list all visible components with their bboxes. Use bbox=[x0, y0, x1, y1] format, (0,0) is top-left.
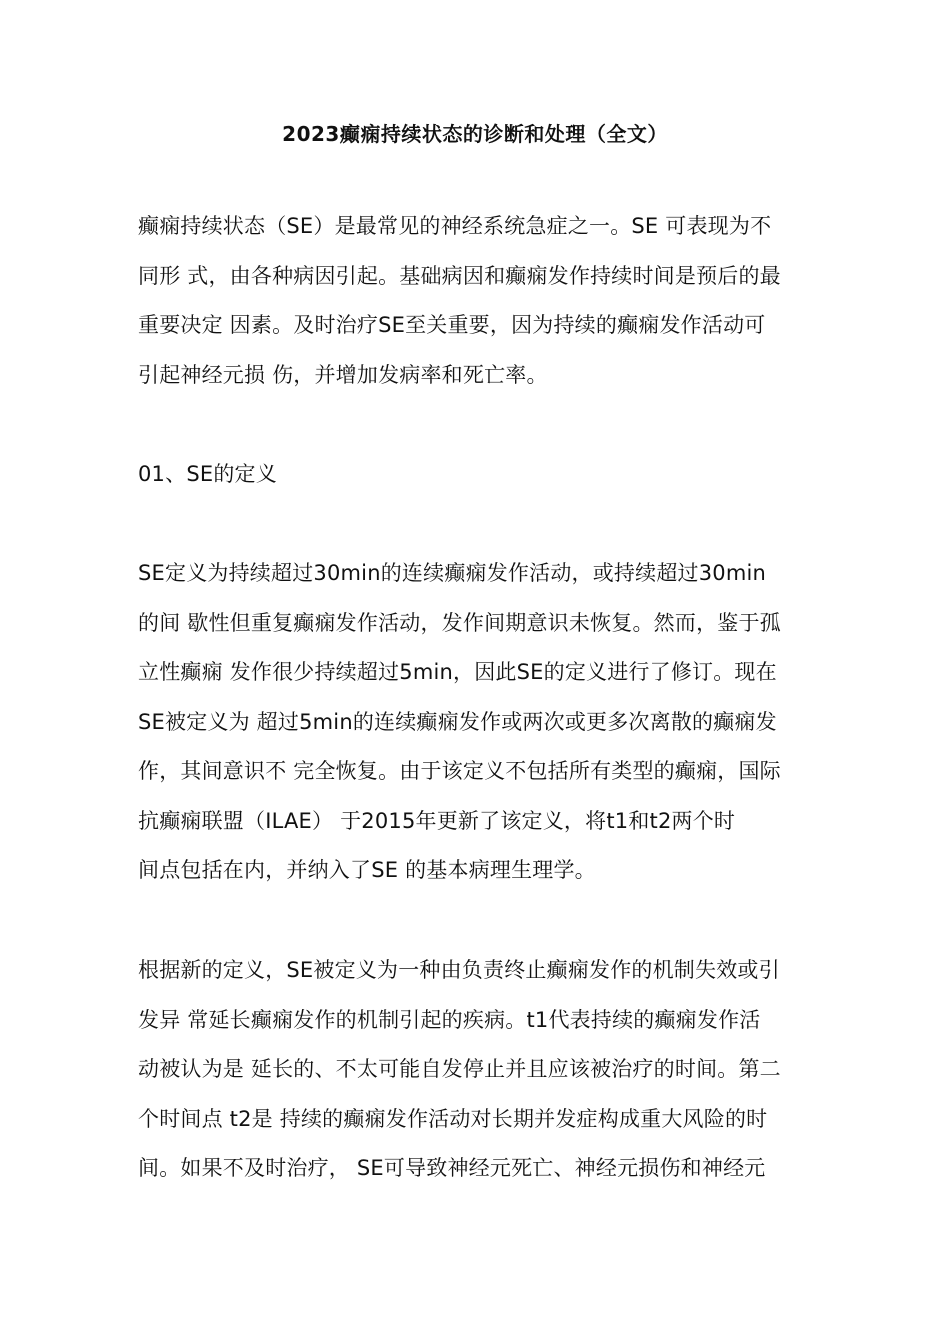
paragraph-line: SE被定义为 超过5min的连续癫痫发作或两次或更多次离散的癫痫发 bbox=[138, 709, 777, 734]
paragraph-line: 间点包括在内，并纳入了SE 的基本病理生理学。 bbox=[138, 858, 596, 882]
paragraph-line: 个时间点 t2是 持续的癫痫发作活动对长期并发症构成重大风险的时 bbox=[138, 1106, 768, 1131]
document-title: 2023癫痫持续状态的诊断和处理（全文） bbox=[282, 122, 668, 146]
section-heading-text: 01、SE的定义 bbox=[138, 462, 277, 486]
new-definition-paragraph bbox=[138, 946, 828, 1194]
paragraph-line: 癫痫持续状态（SE）是最常见的神经系统急症之一。SE 可表现为不 bbox=[138, 214, 772, 238]
intro-paragraph bbox=[138, 202, 828, 400]
paragraph-line: 根据新的定义，SE被定义为一种由负责终止癫痫发作的机制失效或引 bbox=[138, 958, 780, 982]
paragraph-line: 同形 式，由各种病因引起。基础病因和癫痫发作持续时间是预后的最 bbox=[138, 263, 781, 288]
paragraph-line: 引起神经元损 伤，并增加发病率和死亡率。 bbox=[138, 362, 548, 387]
paragraph-line: 发异 常延长癫痫发作的机制引起的疾病。t1代表持续的癫痫发作活 bbox=[138, 1007, 761, 1032]
paragraph-line: SE定义为持续超过30min的连续癫痫发作活动，或持续超过30min bbox=[138, 561, 767, 585]
paragraph-line: 间。如果不及时治疗， SE可导致神经元死亡、神经元损伤和神经元 bbox=[138, 1156, 766, 1180]
paragraph-line: 作，其间意识不 完全恢复。由于该定义不包括所有类型的癫痫，国际 bbox=[138, 759, 781, 783]
paragraph-line: 动被认为是 延长的、不太可能自发停止并且应该被治疗的时间。第二 bbox=[138, 1057, 781, 1081]
paragraph-line: 的间 歇性但重复癫痫发作活动，发作间期意识未恢复。然而，鉴于孤 bbox=[138, 610, 781, 635]
definition-paragraph bbox=[138, 549, 828, 896]
paragraph-line: 立性癫痫 发作很少持续超过5min，因此SE的定义进行了修订。现在 bbox=[138, 660, 777, 684]
paragraph-line: 重要决定 因素。及时治疗SE至关重要，因为持续的癫痫发作活动可 bbox=[138, 313, 766, 337]
paragraph-line: 抗癫痫联盟（ILAE） 于2015年更新了该定义，将t1和t2两个时 bbox=[138, 808, 736, 833]
section-heading bbox=[138, 450, 828, 500]
